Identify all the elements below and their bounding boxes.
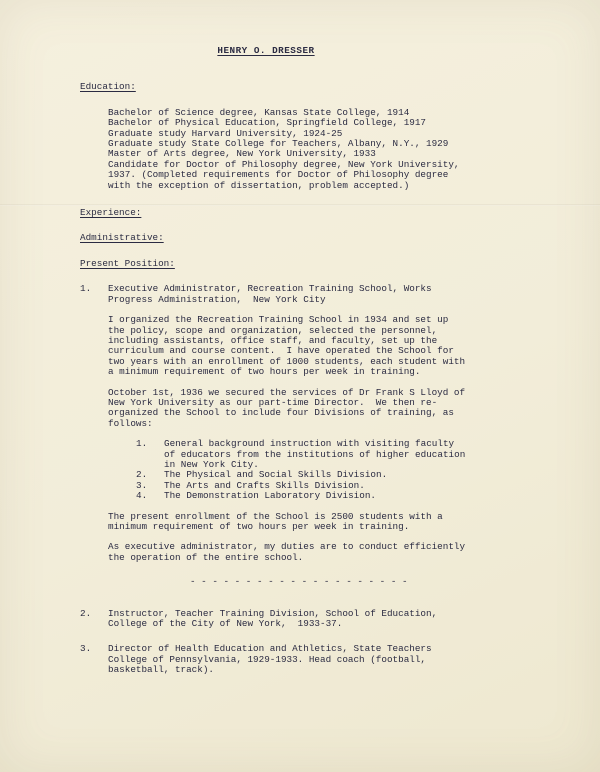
division-number: 2. <box>136 469 148 481</box>
education-item: Bachelor of Science degree, Kansas State College, 1914 <box>108 106 410 118</box>
division-text: The Demonstration Laboratory Division. <box>164 490 377 502</box>
division-item <box>136 491 466 501</box>
education-list <box>108 108 466 191</box>
division-text: The Arts and Crafts Skills Division. <box>164 479 365 491</box>
division-number: 3. <box>136 479 148 491</box>
dashed-separator: - - - - - - - - - - - - - - - - - - - - <box>190 576 408 588</box>
education-item: Graduate study State College for Teachers, Albany, N.Y., 1929 <box>108 138 449 150</box>
position-body <box>108 283 471 563</box>
position-title: Director of Health Education and Athletics, State Teachers College of Pennsylvania, 1929-1933. Head coach (football, basketball, track). <box>108 643 438 676</box>
division-number: 4. <box>136 490 148 502</box>
position-entry-2 <box>80 609 600 630</box>
position-title: Instructor, Teacher Training Division, School of Education, College of the City of New York, 1933-37. <box>108 607 443 630</box>
position-body <box>108 609 466 630</box>
position-body <box>108 644 466 675</box>
division-number: 1. <box>136 438 148 450</box>
education-item: Graduate study Harvard University, 1924-25 <box>108 127 343 139</box>
position-paragraph: As executive administrator, my duties are to conduct efficiently the operation of the entire school. <box>108 541 471 563</box>
document-title: HENRY O. DRESSER <box>217 45 315 56</box>
position-number: 1. <box>80 283 92 295</box>
education-item: Bachelor of Physical Education, Springfield College, 1917 <box>108 117 427 129</box>
position-entry-3 <box>80 644 600 675</box>
position-number: 3. <box>80 643 92 655</box>
present-position-heading: Present Position: <box>80 257 175 269</box>
education-heading: Education: <box>80 81 136 93</box>
position-entry-1 <box>80 284 600 563</box>
administrative-heading: Administrative: <box>80 232 164 244</box>
position-paragraph: October 1st, 1936 we secured the services of Dr Frank S Lloyd of New York University as our part-time Director. We then re-organized the School to include four Divisions of training, as follows: <box>108 386 471 429</box>
position-number: 2. <box>80 607 92 619</box>
divisions-list <box>136 438 471 502</box>
division-item <box>136 438 471 470</box>
position-paragraph: I organized the Recreation Training School in 1934 and set up the policy, scope and organization, selected the personnel, including assistants, office staff, and faculty, set up the curriculum and course content. I have operated the School for two years with an enrollment of 1000 students, each student with a minimum requirement of two hours per week in training. <box>108 314 471 378</box>
position-paragraph: The present enrollment of the School is 2500 students with a minimum requirement of two hours per week in training. <box>108 510 449 532</box>
position-title: Executive Administrator, Recreation Training School, Works Progress Administration, New York City <box>108 283 438 305</box>
education-item: Candidate for Doctor of Philosophy degree, New York University, 1937. (Completed requirements for Doctor of Philosophy degree with the exception of dissertation, problem accepted.) <box>108 158 466 191</box>
division-text: General background instruction with visiting faculty of educators from the institutions of higher education in New York City. <box>164 438 471 470</box>
experience-heading: Experience: <box>80 207 142 219</box>
division-text: The Physical and Social Skills Division. <box>164 469 388 481</box>
education-item: Master of Arts degree, New York University, 1933 <box>108 148 376 160</box>
paper-fold-crease <box>0 204 600 206</box>
